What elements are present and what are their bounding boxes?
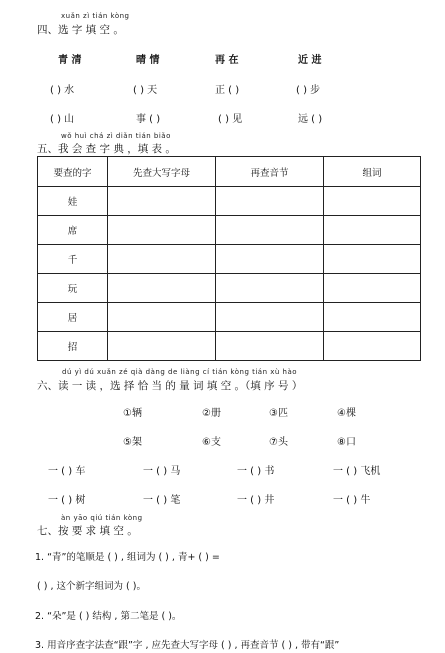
classifier-option-1: ①辆 <box>123 408 142 419</box>
s4-blank-1[interactable]: ( ) 水 <box>50 85 75 96</box>
s4-blank-6[interactable]: 事 ( ) <box>136 114 161 125</box>
cell-input[interactable] <box>108 187 216 216</box>
cell-input[interactable] <box>324 303 421 332</box>
s4-blank-5[interactable]: ( ) 山 <box>50 114 75 125</box>
classifier-option-5: ⑤架 <box>123 437 142 448</box>
cell-input[interactable] <box>216 303 324 332</box>
row-char: 招 <box>38 332 108 361</box>
row-char: 居 <box>38 303 108 332</box>
s4-option-3: 再 在 <box>215 55 239 66</box>
section7-title: 七、按 要 求 填 空 。 <box>37 525 138 537</box>
classifier-blank-1[interactable]: 一 ( ) 车 <box>48 466 86 477</box>
s4-blank-7[interactable]: ( ) 见 <box>218 114 243 125</box>
cell-input[interactable] <box>216 245 324 274</box>
classifier-option-3: ③匹 <box>269 408 288 419</box>
table-row <box>38 216 421 245</box>
cell-input[interactable] <box>108 332 216 361</box>
header-syllable: 再查音节 <box>216 157 324 187</box>
dictionary-table <box>37 156 421 361</box>
table-row <box>38 274 421 303</box>
header-word: 组词 <box>324 157 421 187</box>
table-row <box>38 245 421 274</box>
classifier-option-7: ⑦头 <box>269 437 288 448</box>
cell-input[interactable] <box>108 274 216 303</box>
cell-input[interactable] <box>108 245 216 274</box>
cell-input[interactable] <box>108 216 216 245</box>
row-char: 千 <box>38 245 108 274</box>
table-row <box>38 187 421 216</box>
s4-blank-8[interactable]: 远 ( ) <box>298 114 323 125</box>
row-char: 玩 <box>38 274 108 303</box>
section5-pinyin: wǒ huì chá zì diǎn tián biǎo <box>61 132 171 140</box>
question-1-line-1: 1. “青”的笔顺是 ( ) , 组词为 ( ) , 青+ ( ) = <box>35 552 220 563</box>
section7-pinyin: àn yāo qiú tián kòng <box>61 514 143 522</box>
cell-input[interactable] <box>216 274 324 303</box>
row-char: 娃 <box>38 187 108 216</box>
classifier-blank-2[interactable]: 一 ( ) 马 <box>143 466 181 477</box>
cell-input[interactable] <box>108 303 216 332</box>
classifier-blank-7[interactable]: 一 ( ) 井 <box>237 495 275 506</box>
header-capital-letter: 先查大写字母 <box>108 157 216 187</box>
classifier-option-4: ④棵 <box>337 408 356 419</box>
section6-pinyin: dú yì dú xuǎn zé qià dàng de liàng cí tián kòng tián xù hào <box>62 368 298 376</box>
table-header-row <box>38 157 421 187</box>
classifier-blank-4[interactable]: 一 ( ) 飞机 <box>333 466 381 477</box>
s4-blank-3[interactable]: 正 ( ) <box>215 85 240 96</box>
classifier-option-6: ⑥支 <box>202 437 221 448</box>
question-1-line-2: ( ) , 这个新字组词为 ( )。 <box>37 581 146 592</box>
classifier-blank-8[interactable]: 一 ( ) 牛 <box>333 495 371 506</box>
cell-input[interactable] <box>324 216 421 245</box>
question-2: 2. “朵”是 ( ) 结构 , 第二笔是 ( )。 <box>35 611 182 622</box>
classifier-blank-3[interactable]: 一 ( ) 书 <box>237 466 275 477</box>
classifier-blank-5[interactable]: 一 ( ) 树 <box>48 495 86 506</box>
section4-title: 四、选 字 填 空 。 <box>37 24 124 36</box>
classifier-option-2: ②册 <box>202 408 221 419</box>
s4-blank-2[interactable]: ( ) 天 <box>133 85 158 96</box>
header-char: 要查的字 <box>38 157 108 187</box>
cell-input[interactable] <box>324 274 421 303</box>
cell-input[interactable] <box>324 187 421 216</box>
cell-input[interactable] <box>216 216 324 245</box>
s4-option-2: 晴 情 <box>136 55 160 66</box>
classifier-option-8: ⑧口 <box>337 437 356 448</box>
cell-input[interactable] <box>216 332 324 361</box>
question-3: 3. 用音序查字法查“跟”字 , 应先查大写字母 ( ) , 再查音节 ( ) , 带有“跟” <box>35 640 340 651</box>
cell-input[interactable] <box>216 187 324 216</box>
row-char: 席 <box>38 216 108 245</box>
s4-option-4: 近 进 <box>298 55 322 66</box>
classifier-blank-6[interactable]: 一 ( ) 笔 <box>143 495 181 506</box>
table-row <box>38 332 421 361</box>
cell-input[interactable] <box>324 245 421 274</box>
section5-title: 五、我 会 查 字 典 ，填 表 。 <box>37 143 176 155</box>
s4-blank-4[interactable]: ( ) 步 <box>296 85 321 96</box>
section4-pinyin: xuǎn zì tián kòng <box>61 12 130 20</box>
section6-title: 六、读 一 读 ，选 择 恰 当 的 量 词 填 空 。（填 序 号 ） <box>37 380 303 392</box>
cell-input[interactable] <box>324 332 421 361</box>
table-row <box>38 303 421 332</box>
s4-option-1: 青 清 <box>58 55 82 66</box>
